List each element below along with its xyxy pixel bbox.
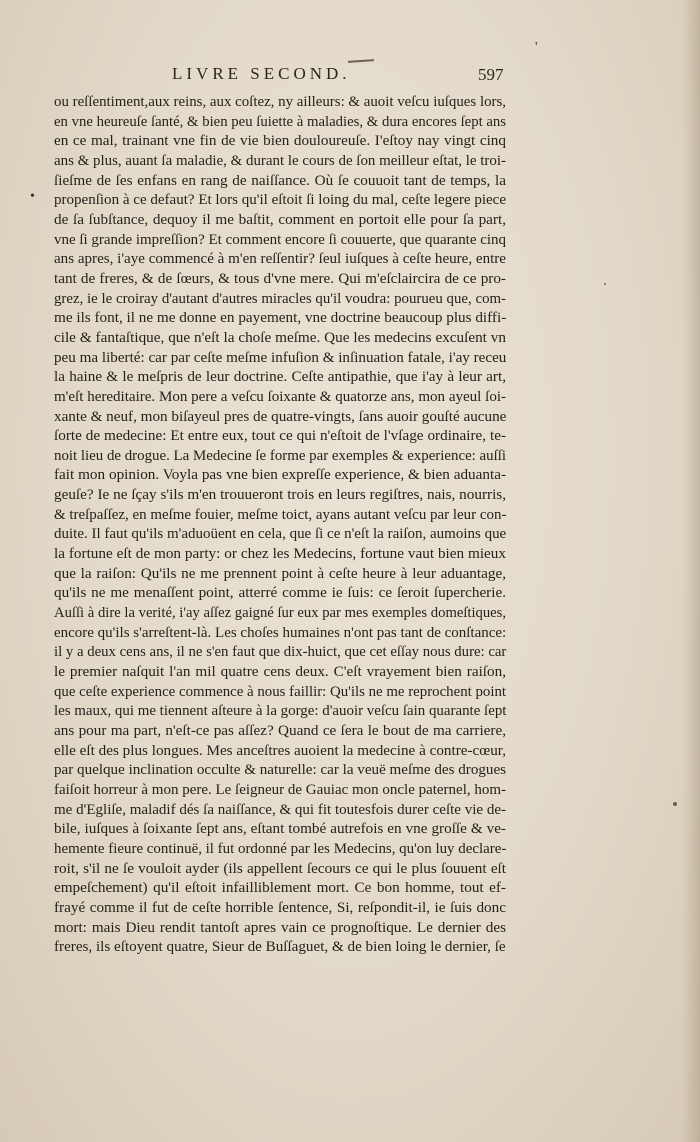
text-line: Auſſi à dire la verité, i'ay aſſez gaigné ſur eux par mes exemples domeſtiques,	[54, 604, 507, 622]
text-line: mort: mais Dieu rendit tantoſt apres vain ce prognoſtique. Le dernier des	[54, 918, 506, 936]
text-line: qu'ils ne me menaſſent point, atterré comme ie ſuis: ce ſeroit ſupercherie.	[54, 584, 506, 602]
text-line: & treſpaſſez, en meſme fouier, meſme toict, ayans autant veſcu par leur con-	[54, 505, 507, 523]
text-line: encore qu'ils s'arreſtent-là. Les choſes humaines n'ont pas tant de conſtance:	[54, 623, 507, 641]
text-line: peu ma liberté: car par ceſte meſme infuſion & inſinuation fatale, i'ay receu	[54, 348, 507, 366]
text-line: le premier naſquit l'an mil quatre cens deux. C'eſt vrayement bien raiſon,	[54, 663, 506, 681]
text-line: ans apres, i'aye commencé à m'en reſſentir? ſeul iuſques à ceſte heure, entre	[54, 250, 506, 268]
text-line: la haine & le meſpris de leur doctrine. Ceſte antipathie, que i'ay à leur art,	[54, 368, 506, 386]
text-line: cile & fantaſtique, que n'eſt la choſe meſme. Que les medecins excuſent vn	[54, 328, 506, 346]
margin-bullet-mark: •	[30, 189, 35, 204]
text-line: ans & plus, auant ſa maladie, & durant le cours de ſon meilleur eſtat, le troi-	[54, 151, 506, 169]
text-line: geuſe? Ie ne ſçay s'ils m'en trouueront trois en leurs regiſtres, nais, nourris,	[54, 486, 506, 504]
text-line: ſieſme de ſes enfans en rang de naiſſance. Où ſe couuoit tant de temps, la	[54, 171, 506, 189]
text-line: il y a deux cens ans, il ne s'en faut que dix-huict, que cet eſſay nous dure: car	[54, 643, 507, 661]
text-line: ou reſſentiment,aux reins, aux coſtez, ny ailleurs: & auoit veſcu iuſques lors,	[54, 93, 507, 110]
text-line: que la raiſon: Qu'ils ne me prennent point à ceſte heure à leur aduantage,	[54, 564, 506, 582]
text-line: faiſoit horreur à mon pere. Le ſeigneur de Gauiac mon oncle paternel, hom-	[54, 780, 507, 798]
paper-speck	[604, 283, 606, 285]
text-line: les maux, qui me tiennent aſteure à la gorge: d'auoir veſcu ſain quarante ſept	[54, 702, 507, 720]
text-line: empeſchement) qu'il eſtoit infailliblement mort. Ce bon homme, tout ef-	[54, 879, 506, 897]
text-line: vne ſi grande impreſſion? Et comment encore ſi couuerte, que quarante cinq	[54, 230, 506, 248]
text-line: roit, s'il ne ſe vouloit ayder (ils appellent ſecours ce qui le plus ſouuent eſt	[54, 859, 506, 877]
text-line: propenſion à ce defaut? Et lors qu'il eſtoit ſi loing du mal, ceſte legere piece	[54, 191, 507, 209]
margin-tick-mark: '	[535, 40, 538, 55]
text-line: m'eſt hereditaire. Mon pere a veſcu ſoixante & quatorze ans, mon ayeul ſoi-	[54, 387, 507, 405]
text-line: fait mon opinion. Voyla pas vne bien expreſſe experience, & bien aduanta-	[54, 466, 506, 484]
text-line: frayé comme il fut de ceſte horrible ſentence, Si, reſpondit-il, ie ſuis donc	[54, 898, 506, 916]
running-head	[0, 64, 700, 88]
text-line: elle eſt des plus longues. Mes anceſtres auoient la medecine à contre-cœur,	[54, 741, 507, 759]
text-line: hemente fieure continuë, il fut ordonné par les Medecins, qu'on luy declare-	[54, 839, 507, 857]
text-line: ans pour ma part, n'eſt-ce pas aſſez? Quand ce ſera le bout de ma carriere,	[54, 722, 506, 739]
text-line: ſorte de medecine: Et entre eux, tout ce qui n'eſtoit de l'vſage ordinaire, te-	[54, 427, 506, 445]
text-line: que ceſte experience commence à nous faillir: Qu'ils ne me reprochent point	[54, 682, 507, 700]
text-line: tant de freres, & de ſœurs, & tous d'vne mere. Qui m'eſclaircira de ce pro-	[54, 269, 506, 287]
page-edge-shadow	[682, 0, 700, 1142]
text-line: duite. Il faut qu'ils m'aduoüent en cela, que ſi ce n'eſt la raiſon, aumoins que	[54, 525, 507, 543]
text-line: bile, iuſques à ſoixante ſept ans, eſtant tombé autrefois en vne groſſe & ve-	[54, 820, 506, 838]
page-number: 597	[478, 65, 504, 84]
head-ornament-rule	[348, 59, 374, 63]
text-line: me ils font, il ne me donne en payement, vne doctrine beaucoup plus diffi-	[54, 309, 507, 327]
text-line: de ſa ſubſtance, dequoy il me baſtit, comment en portoit elle pour ſa part,	[54, 210, 506, 228]
text-line: en ce mal, trainant vne fin de vie bien douloureuſe. I'eſtoy nay vingt cinq	[54, 132, 506, 150]
paper-speck	[673, 802, 677, 806]
running-head-title: LIVRE SECOND.	[172, 64, 351, 83]
text-line: me d'Egliſe, maladif dés ſa naiſſance, & qui fit toutesfois durer ceſte vie de-	[54, 800, 507, 818]
text-line: xante & neuf, mon biſayeul pres de quatre-vingts, ſans auoir gouſté aucune	[54, 407, 507, 425]
text-line: par quelque inclination occulte & naturelle: car la veuë meſme des drogues	[54, 761, 507, 779]
text-line: en vne heureuſe ſanté, & bien peu ſuiette à maladies, & dura encores ſept ans	[54, 112, 507, 130]
text-line: grez, ie le croiray d'autant d'autres miracles qu'il voudra: pourueu que, com-	[54, 289, 507, 307]
text-line: la fortune eſt de mon party: or chez les Medecins, fortune vaut bien mieux	[54, 545, 506, 563]
body-text	[54, 92, 506, 957]
text-line: noit lieu de drogue. La Medecine ſe forme par exemples & experience: auſſi	[54, 446, 507, 464]
text-line: freres, ils eſtoyent quatre, Sieur de Buſſaguet, & de bien loing le dernier, ſe	[54, 938, 506, 956]
